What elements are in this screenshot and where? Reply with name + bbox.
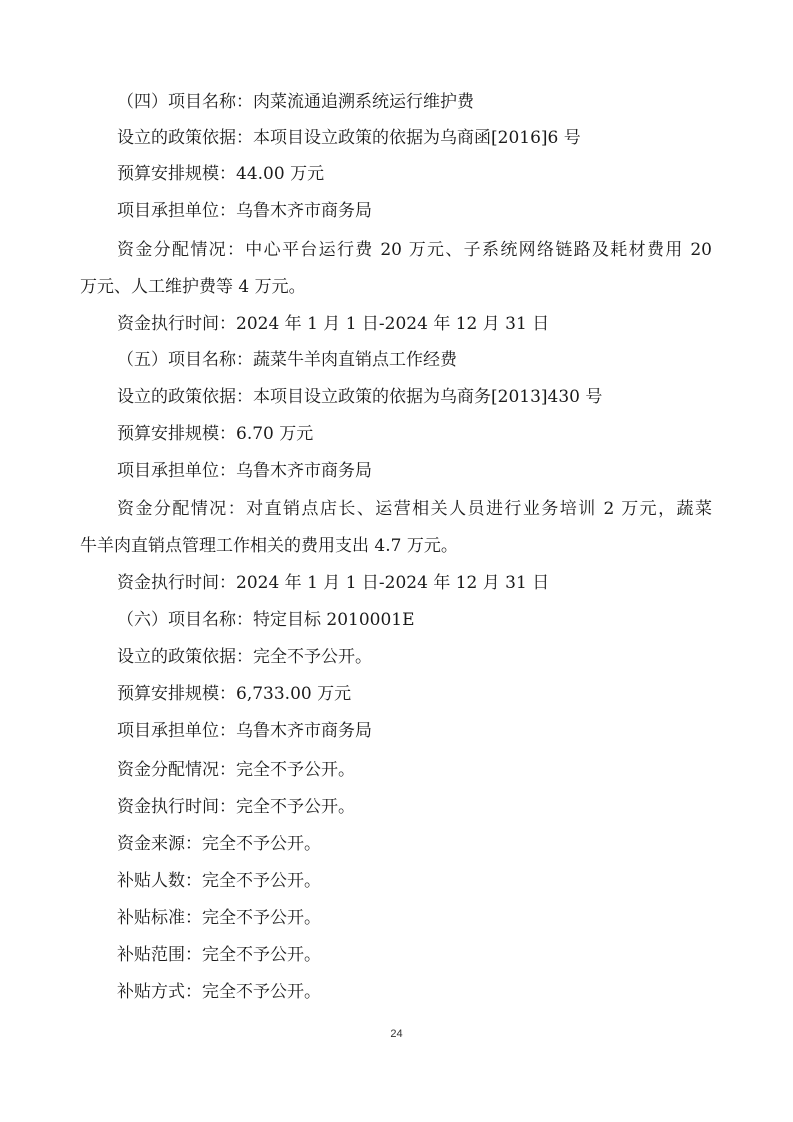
- section-6-subsidy-scope: 补贴范围：完全不予公开。: [117, 945, 321, 965]
- section-4-budget: 预算安排规模：44.00 万元: [117, 164, 325, 184]
- section-6-subsidy-method: 补贴方式：完全不予公开。: [117, 982, 321, 1002]
- section-4-policy: 设立的政策依据：本项目设立政策的依据为乌商函[2016]6 号: [117, 128, 581, 148]
- section-6-source: 资金来源：完全不予公开。: [117, 834, 321, 854]
- section-6-policy: 设立的政策依据：完全不予公开。: [117, 647, 372, 667]
- section-6-subsidy-standard: 补贴标准：完全不予公开。: [117, 908, 321, 928]
- page-number: 24: [390, 1028, 403, 1040]
- section-5-time: 资金执行时间：2024 年 1 月 1 日-2024 年 12 月 31 日: [117, 573, 550, 593]
- section-6-allocation: 资金分配情况：完全不予公开。: [117, 760, 355, 780]
- section-6-subsidy-count: 补贴人数：完全不予公开。: [117, 871, 321, 891]
- section-5-budget: 预算安排规模：6.70 万元: [117, 424, 314, 444]
- section-4-allocation-line1: 资金分配情况：中心平台运行费 20 万元、子系统网络链路及耗材费用 20: [117, 240, 712, 260]
- section-5-heading: （五）项目名称：蔬菜牛羊肉直销点工作经费: [117, 350, 457, 370]
- section-4-allocation-line2: 万元、人工维护费等 4 万元。: [80, 277, 306, 297]
- section-4-unit: 项目承担单位：乌鲁木齐市商务局: [117, 201, 372, 221]
- section-5-unit: 项目承担单位：乌鲁木齐市商务局: [117, 461, 372, 481]
- section-6-budget: 预算安排规模：6,733.00 万元: [117, 684, 352, 704]
- section-5-policy: 设立的政策依据：本项目设立政策的依据为乌商务[2013]430 号: [117, 387, 603, 407]
- section-5-allocation-line1: 资金分配情况：对直销点店长、运营相关人员进行业务培训 2 万元，蔬菜: [117, 499, 712, 519]
- section-4-heading: （四）项目名称：肉菜流通追溯系统运行维护费: [117, 92, 474, 112]
- section-6-time: 资金执行时间：完全不予公开。: [117, 797, 355, 817]
- section-6-heading: （六）项目名称：特定目标 2010001E: [117, 610, 415, 630]
- section-5-allocation-line2: 牛羊肉直销点管理工作相关的费用支出 4.7 万元。: [80, 536, 458, 556]
- section-6-unit: 项目承担单位：乌鲁木齐市商务局: [117, 721, 372, 741]
- section-4-time: 资金执行时间：2024 年 1 月 1 日-2024 年 12 月 31 日: [117, 314, 550, 334]
